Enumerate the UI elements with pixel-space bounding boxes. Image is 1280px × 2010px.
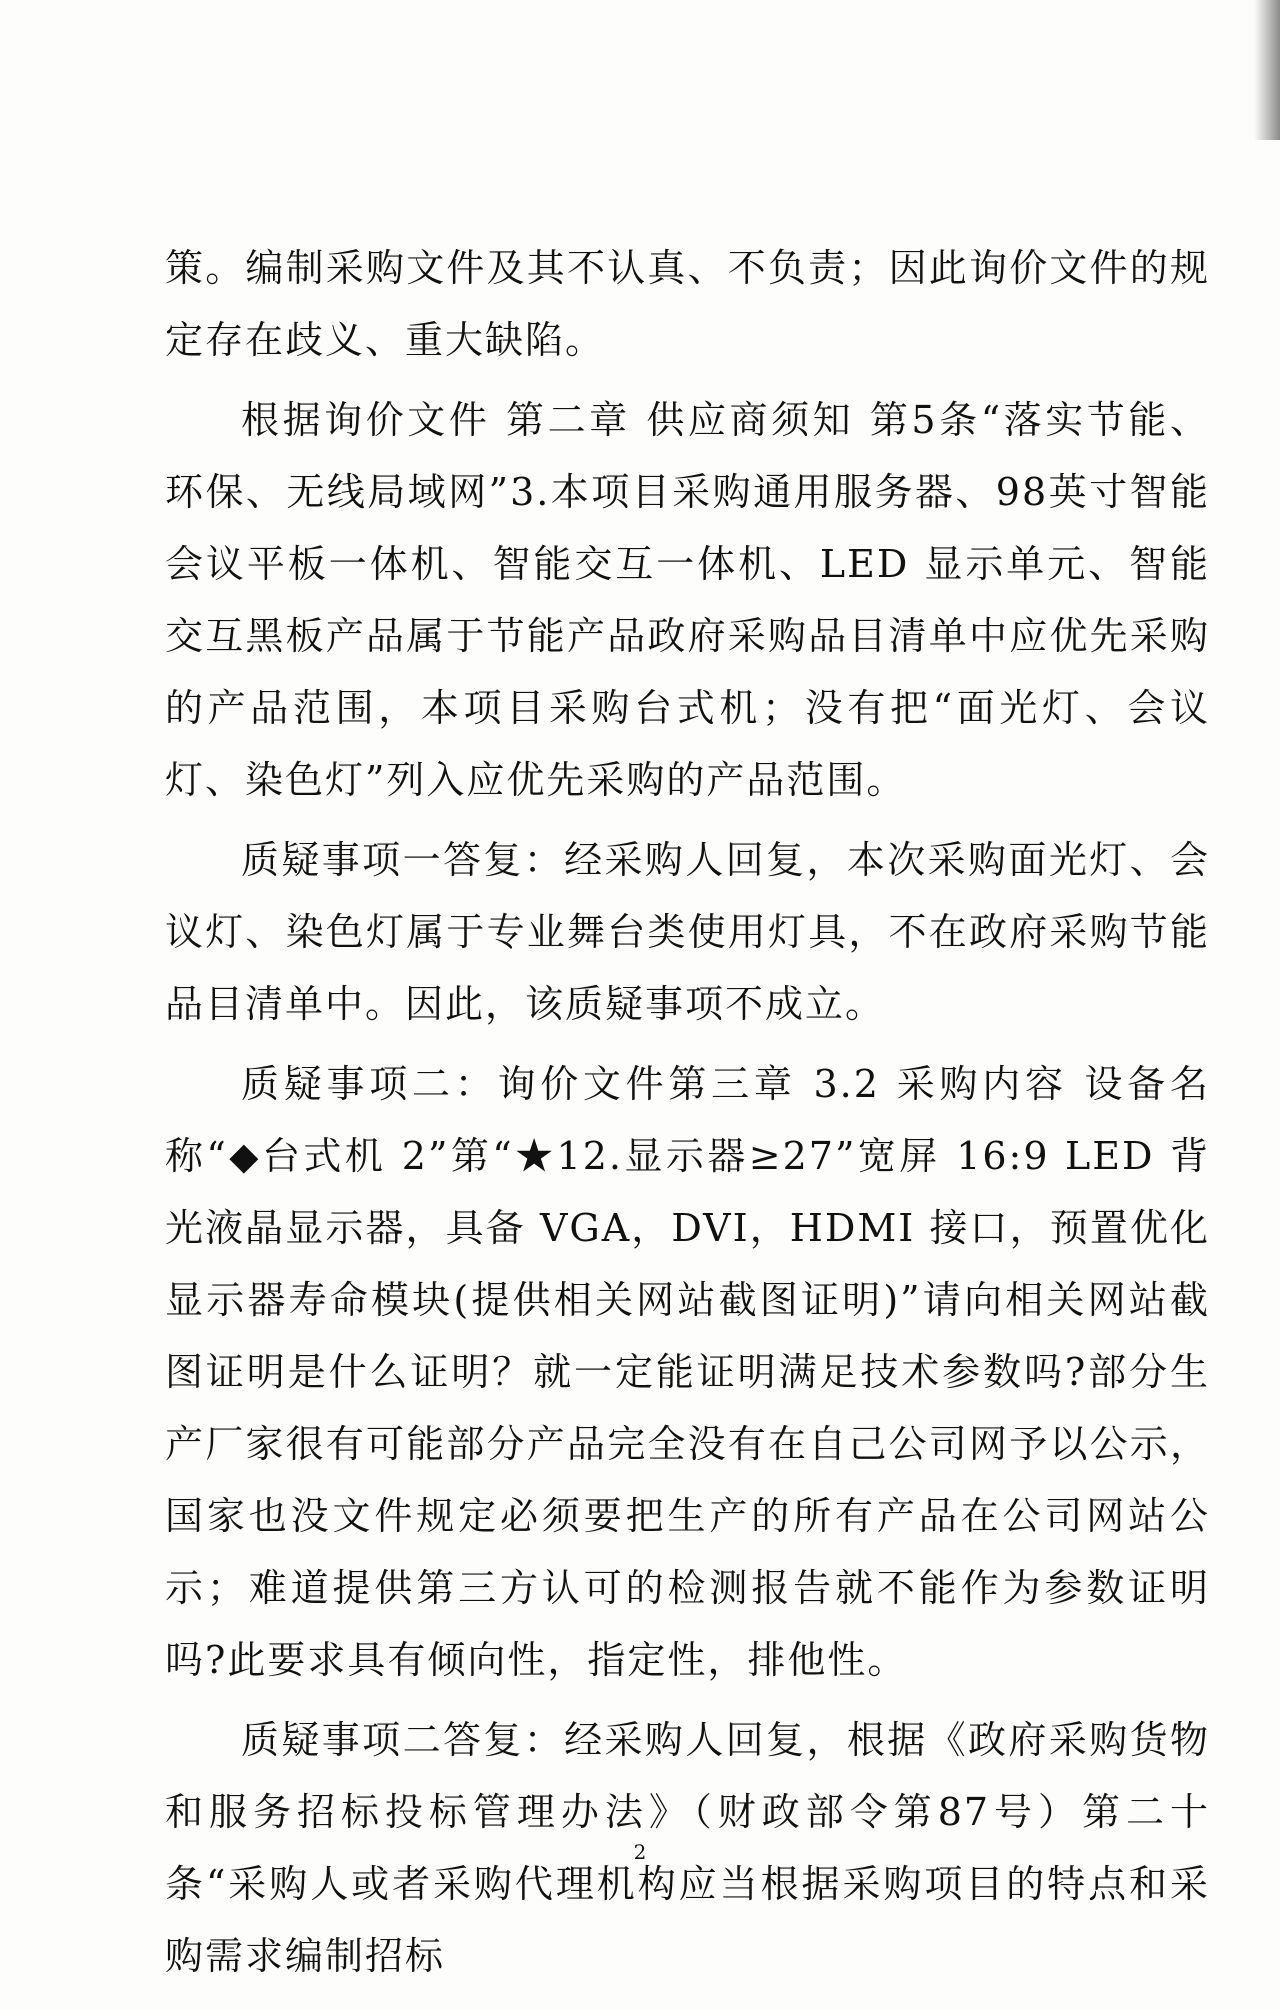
paragraph-reply-item-one: 质疑事项一答复：经采购人回复，本次采购面光灯、会议灯、染色灯属于专业舞台类使用灯具，不在政府采购节能品目清单中。因此，该质疑事项不成立。 [165, 838, 1210, 1026]
paragraph-reply-item-two: 质疑事项二答复：经采购人回复，根据《政府采购货物和服务招标投标管理办法》（财政部令第87号）第二十条“采购人或者采购代理机构应当根据采购项目的特点和采购需求编制招标 [165, 1718, 1210, 1978]
paragraph-energy-saving-clause: 根据询价文件 第二章 供应商须知 第5条“落实节能、环保、无线局域网”3.本项目采购通用服务器、98英寸智能会议平板一体机、智能交互一体机、LED 显示单元、智能交互黑板产品属于节能产品政府采购品目清单中应优先采购的产品范围，本项目采购台式机；没有把“面光灯、会议灯、染色灯”列入应优先采购的产品范围。 [165, 398, 1210, 802]
scan-edge-shadow [1254, 0, 1280, 140]
page-number: 2 [633, 1840, 647, 1864]
paragraph-continuation: 策。编制采购文件及其不认真、不负责；因此询价文件的规定存在歧义、重大缺陷。 [165, 246, 1210, 362]
document-body [165, 232, 1210, 2000]
paragraph-question-item-two: 质疑事项二：询价文件第三章 3.2 采购内容 设备名称“◆台式机 2”第“★12.显示器≥27”宽屏 16:9 LED 背光液晶显示器，具备 VGA，DVI，HDMI 接口，预置优化显示器寿命模块(提供相关网站截图证明)”请向相关网站截图证明是什么证明？就一定能证明满足技术参数吗?部分生产厂家很有可能部分产品完全没有在自己公司网予以公示，国家也没文件规定必须要把生产的所有产品在公司网站公示；难道提供第三方认可的检测报告就不能作为参数证明吗?此要求具有倾向性，指定性，排他性。 [165, 1062, 1210, 1682]
